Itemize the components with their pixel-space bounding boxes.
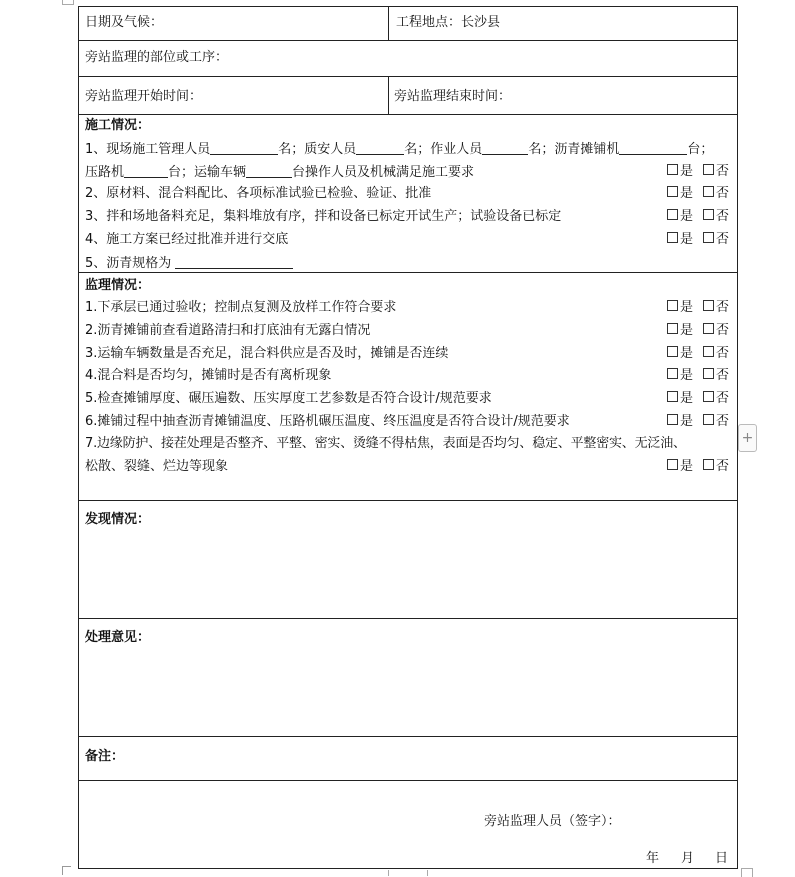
construction-item-5: 5、沥青规格为 — [85, 255, 293, 272]
add-row-icon[interactable]: + — [738, 424, 757, 452]
yes-no-checkboxes[interactable]: 是 否 — [667, 164, 729, 180]
supervision-item-7-cont: 松散、裂缝、烂边等现象 — [85, 459, 229, 474]
yes-no-checkboxes[interactable]: 是 否 — [667, 232, 729, 248]
yes-no-checkboxes[interactable]: 是 否 — [667, 391, 729, 407]
yes-checkbox[interactable] — [667, 368, 678, 379]
yes-no-checkboxes[interactable]: 是 否 — [667, 323, 729, 339]
location-field — [396, 15, 500, 31]
page-corner-mark-left — [62, 866, 71, 875]
signature-day: 日 — [715, 851, 729, 866]
yes-no-checkboxes[interactable]: 是 否 — [667, 414, 729, 430]
construction-item-2: 2、原材料、混合料配比、各项标准试验已检验、验证、批准 — [85, 186, 432, 201]
yes-no-checkboxes[interactable]: 是 否 — [667, 209, 729, 225]
no-checkbox[interactable] — [703, 391, 714, 402]
signature-month: 月 — [681, 851, 695, 866]
supervision-item-7: 7.边缘防护、接茬处理是否整齐、平整、密实、烫缝不得枯焦，表面是否均匀、稳定、平整密实、无泛油、 — [85, 436, 686, 451]
no-checkbox[interactable] — [703, 232, 714, 243]
page-bottom-mark — [388, 870, 428, 876]
no-checkbox[interactable] — [703, 459, 714, 470]
supervision-item-5: 5.检查摊铺厚度、碾压遍数、压实厚度工艺参数是否符合设计/规范要求 — [85, 391, 492, 406]
yes-no-checkboxes[interactable]: 是 否 — [667, 368, 729, 384]
no-checkbox[interactable] — [703, 164, 714, 175]
no-checkbox[interactable] — [703, 414, 714, 425]
supervision-item-4: 4.混合料是否均匀，摊铺时是否有离析现象 — [85, 368, 332, 383]
no-checkbox[interactable] — [703, 323, 714, 334]
yes-checkbox[interactable] — [667, 459, 678, 470]
signature-year: 年 — [646, 851, 660, 866]
construction-title: 施工情况： — [85, 118, 151, 133]
supervision-item-6: 6.摊铺过程中抽查沥青摊铺温度、压路机碾压温度、终压温度是否符合设计/规范要求 — [85, 414, 570, 429]
signature-label: 旁站监理人员（签字）： — [484, 814, 621, 829]
start-time-label: 旁站监理开始时间： — [85, 89, 203, 104]
findings-title: 发现情况： — [85, 512, 151, 527]
yes-checkbox[interactable] — [667, 391, 678, 402]
yes-no-checkboxes[interactable]: 是 否 — [667, 186, 729, 202]
yes-checkbox[interactable] — [667, 300, 678, 311]
remarks-title: 备注： — [85, 749, 125, 764]
part-procedure-label: 旁站监理的部位或工序： — [85, 50, 229, 65]
date-weather-label: 日期及气候： — [85, 15, 164, 30]
no-checkbox[interactable] — [703, 300, 714, 311]
location-label: 工程地点： — [396, 15, 462, 30]
yes-checkbox[interactable] — [667, 209, 678, 220]
supervision-item-2: 2.沥青摊铺前查看道路清扫和打底油有无露白情况 — [85, 323, 371, 338]
yes-checkbox[interactable] — [667, 323, 678, 334]
yes-checkbox[interactable] — [667, 164, 678, 175]
no-checkbox[interactable] — [703, 209, 714, 220]
construction-item-3: 3、拌和场地备料充足，集料堆放有序，拌和设备已标定开试生产；试验设备已标定 — [85, 209, 562, 224]
yes-checkbox[interactable] — [667, 186, 678, 197]
yes-checkbox[interactable] — [667, 346, 678, 357]
findings-content-area[interactable] — [80, 532, 735, 616]
yes-no-checkboxes[interactable]: 是 否 — [667, 300, 729, 316]
handling-content-area[interactable] — [80, 650, 735, 734]
yes-no-checkboxes[interactable]: 是 否 — [667, 459, 729, 475]
construction-item-1-cont: 压路机 台；运输车辆 台操作人员及机械满足施工要求 — [85, 165, 475, 180]
no-checkbox[interactable] — [703, 186, 714, 197]
page-corner-mark-top — [62, 0, 74, 5]
yes-checkbox[interactable] — [667, 414, 678, 425]
construction-item-1: 1、现场施工管理人员 名；质安人员 名；作业人员 名；沥青摊铺机 台； — [85, 142, 714, 157]
no-checkbox[interactable] — [703, 346, 714, 357]
no-checkbox[interactable] — [703, 368, 714, 379]
construction-item-4: 4、施工方案已经过批准并进行交底 — [85, 232, 289, 247]
yes-checkbox[interactable] — [667, 232, 678, 243]
end-time-label: 旁站监理结束时间： — [394, 89, 512, 104]
supervision-title: 监理情况： — [85, 278, 151, 293]
supervision-item-1: 1.下承层已通过验收；控制点复测及放样工作符合要求 — [85, 300, 397, 315]
resize-handle-icon[interactable] — [741, 868, 753, 877]
yes-no-checkboxes[interactable]: 是 否 — [667, 346, 729, 362]
location-value: 长沙县 — [461, 15, 501, 30]
handling-title: 处理意见： — [85, 630, 151, 645]
supervision-item-3: 3.运输车辆数量是否充足，混合料供应是否及时，摊铺是否连续 — [85, 346, 449, 361]
